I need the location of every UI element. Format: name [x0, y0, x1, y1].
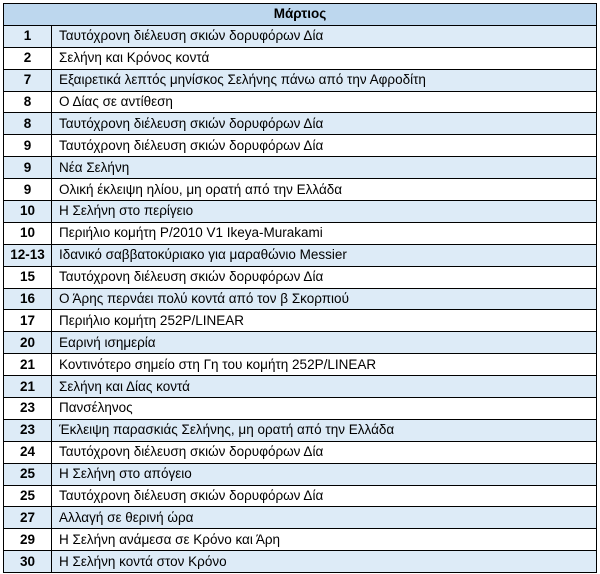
- day-cell: 1: [4, 25, 52, 47]
- event-cell: Ταυτόχρονη διέλευση σκιών δορυφόρων Δία: [52, 135, 597, 157]
- event-cell: Αλλαγή σε θερινή ώρα: [52, 507, 597, 529]
- table-row: [4, 419, 597, 441]
- table-row: [4, 113, 597, 135]
- table-row: [4, 376, 597, 398]
- event-cell: Σελήνη και Κρόνος κοντά: [52, 47, 597, 69]
- event-cell: Ταυτόχρονη διέλευση σκιών δορυφόρων Δία: [52, 266, 597, 288]
- day-cell: 2: [4, 47, 52, 69]
- event-cell: Ιδανικό σαββατοκύριακο για μαραθώνιο Messier: [52, 244, 597, 266]
- event-cell: Έκλειψη παρασκιάς Σελήνης, μη ορατή από την Ελλάδα: [52, 419, 597, 441]
- day-cell: 16: [4, 288, 52, 310]
- table-row: [4, 507, 597, 529]
- table-row: [4, 463, 597, 485]
- table-row: [4, 135, 597, 157]
- day-cell: 15: [4, 266, 52, 288]
- day-cell: 25: [4, 485, 52, 507]
- event-cell: Η Σελήνη κοντά στον Κρόνο: [52, 551, 597, 573]
- events-table: [3, 3, 597, 573]
- table-row: [4, 222, 597, 244]
- day-cell: 29: [4, 529, 52, 551]
- table-row: [4, 157, 597, 179]
- table-row: [4, 25, 597, 47]
- event-cell: Ο Δίας σε αντίθεση: [52, 91, 597, 113]
- table-row: [4, 310, 597, 332]
- event-cell: Η Σελήνη στο περίγειο: [52, 201, 597, 223]
- day-cell: 7: [4, 69, 52, 91]
- event-cell: Ταυτόχρονη διέλευση σκιών δορυφόρων Δία: [52, 25, 597, 47]
- event-cell: Ταυτόχρονη διέλευση σκιών δορυφόρων Δία: [52, 485, 597, 507]
- event-cell: Ταυτόχρονη διέλευση σκιών δορυφόρων Δία: [52, 441, 597, 463]
- table-row: [4, 485, 597, 507]
- event-cell: Νέα Σελήνη: [52, 157, 597, 179]
- table-header-row: [4, 4, 597, 26]
- event-cell: Η Σελήνη ανάμεσα σε Κρόνο και Άρη: [52, 529, 597, 551]
- event-cell: Εαρινή ισημερία: [52, 332, 597, 354]
- event-cell: Ο Άρης περνάει πολύ κοντά από τον β Σκορπιού: [52, 288, 597, 310]
- month-title: Μάρτιος: [4, 4, 597, 26]
- day-cell: 10: [4, 222, 52, 244]
- table-row: [4, 441, 597, 463]
- day-cell: 27: [4, 507, 52, 529]
- table-row: [4, 332, 597, 354]
- table-row: [4, 551, 597, 573]
- event-cell: Κοντινότερο σημείο στη Γη του κομήτη 252P/LINEAR: [52, 354, 597, 376]
- event-cell: Περιήλιο κομήτη P/2010 V1 Ikeya-Murakami: [52, 222, 597, 244]
- day-cell: 9: [4, 135, 52, 157]
- day-cell: 20: [4, 332, 52, 354]
- day-cell: 24: [4, 441, 52, 463]
- event-cell: Η Σελήνη στο απόγειο: [52, 463, 597, 485]
- day-cell: 23: [4, 398, 52, 420]
- event-cell: Ολική έκλειψη ηλίου, μη ορατή από την Ελλάδα: [52, 179, 597, 201]
- table-row: [4, 179, 597, 201]
- day-cell: 30: [4, 551, 52, 573]
- day-cell: 25: [4, 463, 52, 485]
- event-cell: Ταυτόχρονη διέλευση σκιών δορυφόρων Δία: [52, 113, 597, 135]
- day-cell: 12-13: [4, 244, 52, 266]
- table-row: [4, 288, 597, 310]
- events-table-body: [4, 25, 597, 572]
- day-cell: 21: [4, 376, 52, 398]
- table-row: [4, 91, 597, 113]
- day-cell: 21: [4, 354, 52, 376]
- table-row: [4, 266, 597, 288]
- day-cell: 23: [4, 419, 52, 441]
- table-row: [4, 398, 597, 420]
- event-cell: Σελήνη και Δίας κοντά: [52, 376, 597, 398]
- table-row: [4, 529, 597, 551]
- day-cell: 9: [4, 157, 52, 179]
- table-row: [4, 354, 597, 376]
- table-row: [4, 47, 597, 69]
- event-cell: Πανσέληνος: [52, 398, 597, 420]
- table-row: [4, 201, 597, 223]
- day-cell: 17: [4, 310, 52, 332]
- day-cell: 9: [4, 179, 52, 201]
- event-cell: Περιήλιο κομήτη 252P/LINEAR: [52, 310, 597, 332]
- day-cell: 8: [4, 91, 52, 113]
- event-cell: Εξαιρετικά λεπτός μηνίσκος Σελήνης πάνω από την Αφροδίτη: [52, 69, 597, 91]
- day-cell: 8: [4, 113, 52, 135]
- table-row: [4, 69, 597, 91]
- day-cell: 10: [4, 201, 52, 223]
- table-row: [4, 244, 597, 266]
